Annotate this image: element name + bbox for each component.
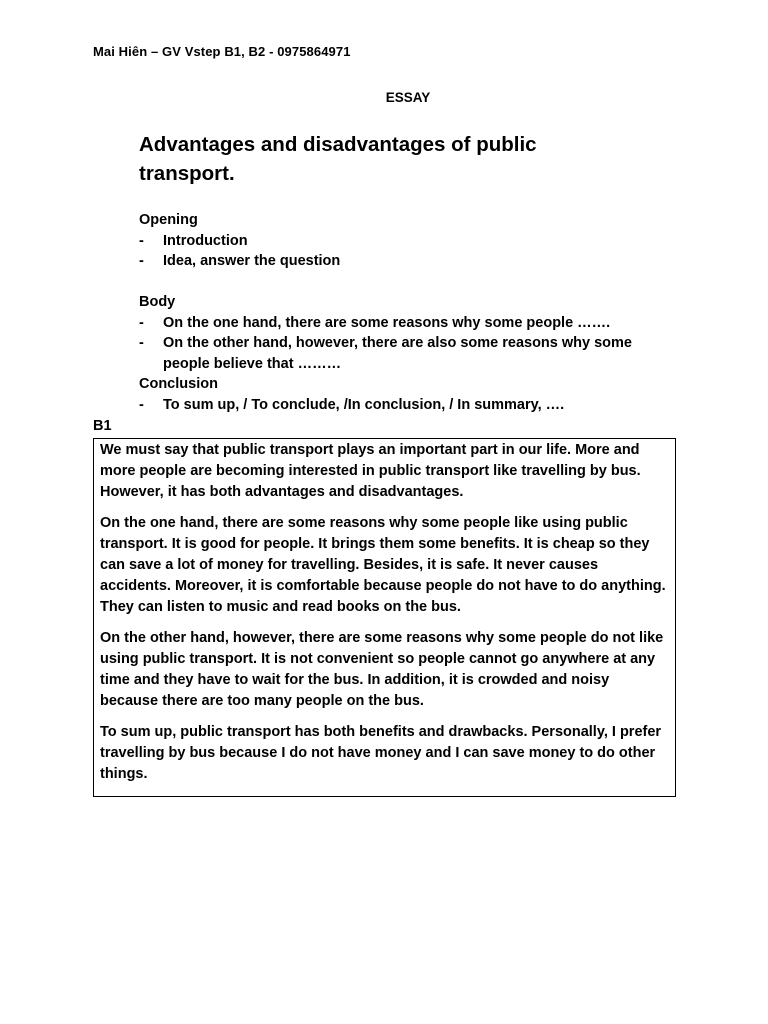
bullet-dash: - <box>139 314 144 331</box>
document-type-label: ESSAY <box>385 90 431 105</box>
list-item <box>139 333 679 374</box>
essay-paragraph-introduction: We must say that public transport plays an important part in our life. More and more people are becoming interested in public transport like travelling by bus. However, it has both advantages and disadvantages. <box>100 442 641 500</box>
essay-paragraph-conclusion: To sum up, public transport has both benefits and drawbacks. Personally, I prefer travelling by bus because I do not have money and I can save money to do other things. <box>100 724 662 782</box>
bullet-dash: - <box>139 253 144 269</box>
outline-body-list <box>139 313 679 375</box>
essay-paragraph-advantages: On the one hand, there are some reasons why some people like using public transport. It is good for people. It brings them some benefits. It is cheap so they can save a lot of money for travelling. Besides, it is safe. It never causes accidents. Moreover, it is comfortable because people do not have to do anything. They can listen to music and read books on the bus. <box>100 515 666 615</box>
outline-conclusion-list <box>139 395 679 416</box>
list-item-text: Introduction <box>163 232 248 249</box>
outline-body-section <box>139 292 679 374</box>
sample-level-label: B1 <box>93 418 112 434</box>
sample-essay-box <box>93 438 676 797</box>
bullet-dash: - <box>139 396 144 413</box>
list-item <box>139 251 679 272</box>
list-item <box>139 313 679 334</box>
outline-conclusion-section <box>139 374 679 415</box>
outline-opening-section <box>139 210 679 272</box>
outline-conclusion-heading: Conclusion <box>139 376 218 392</box>
outline-opening-heading: Opening <box>139 212 198 228</box>
spacer <box>139 272 679 293</box>
list-item-text: Idea, answer the question <box>163 253 341 269</box>
list-item <box>139 231 679 252</box>
list-item-text: To sum up, / To conclude, /In conclusion, / In summary, …. <box>163 396 565 413</box>
author-header: Mai Hiên – GV Vstep B1, B2 - 0975864971 <box>93 44 351 59</box>
essay-title: Advantages and disadvantages of public transport. <box>139 133 537 185</box>
essay-paragraph-disadvantages: On the other hand, however, there are some reasons why some people do not like using public transport. It is not convenient so people cannot go anywhere at any time and they have to wait for the bus. In addition, it is crowded and noisy because there are too many people on the bus. <box>100 630 664 709</box>
outline-opening-list <box>139 231 679 272</box>
outline-body-heading: Body <box>139 294 176 310</box>
bullet-dash: - <box>139 335 144 351</box>
essay-outline <box>139 210 679 415</box>
list-item <box>139 395 679 416</box>
bullet-dash: - <box>139 232 144 249</box>
list-item-text: On the one hand, there are some reasons why some people ……. <box>163 314 611 331</box>
list-item-text: On the other hand, however, there are also some reasons why some people believe that ……… <box>163 335 632 372</box>
